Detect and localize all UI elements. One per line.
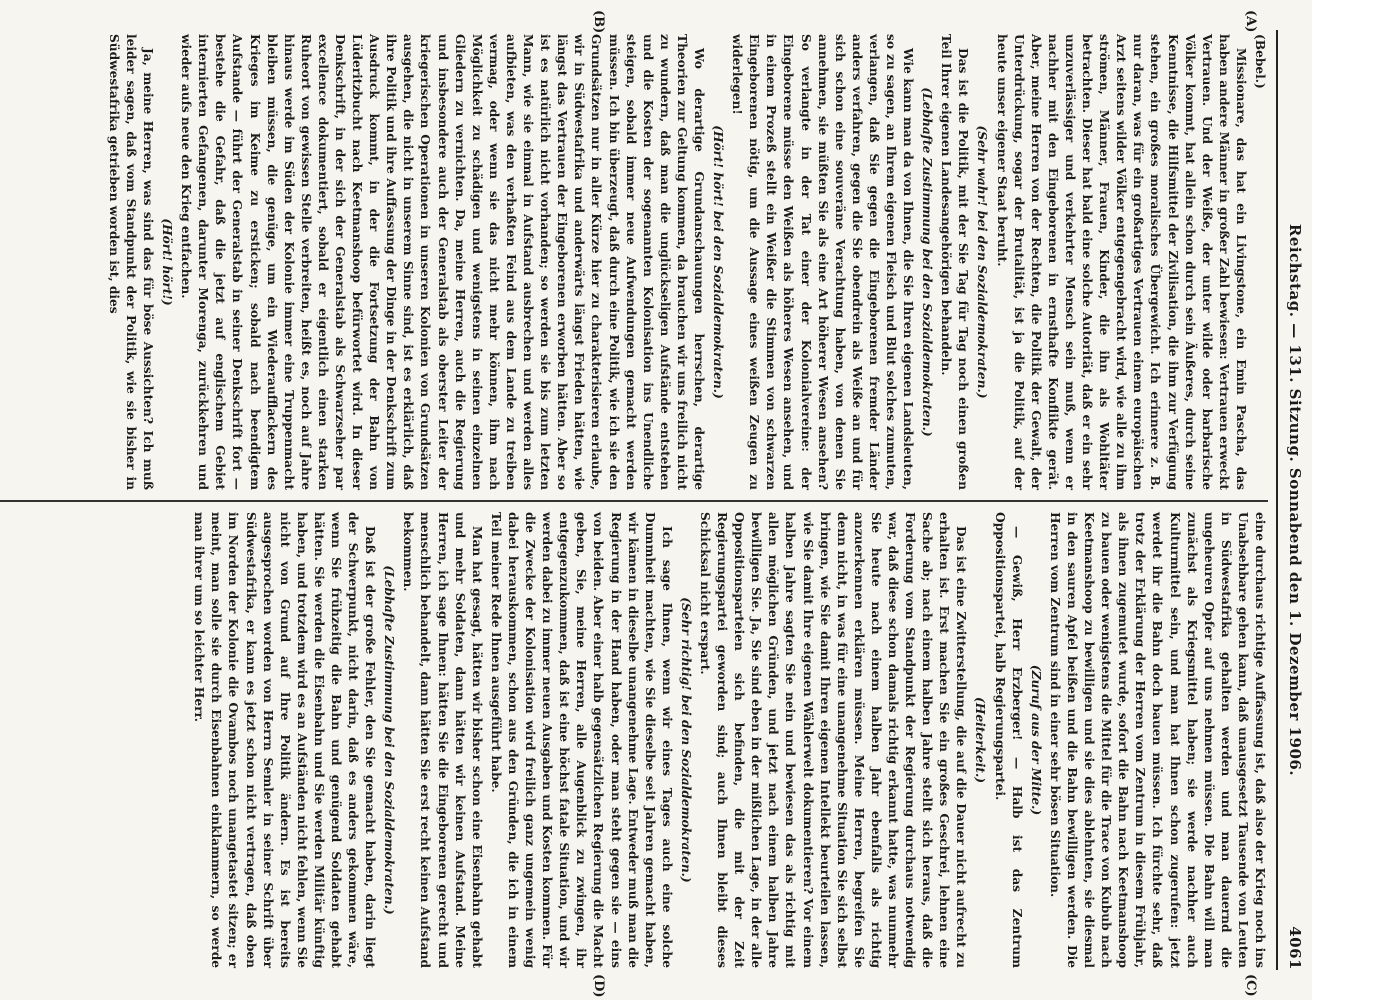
column-divider [0, 500, 1268, 502]
interjection: (Lebhafte Zustimmung bei den Sozialdemokraten.) [920, 87, 935, 437]
interjection: (Hört! hört!) [160, 218, 175, 306]
right-column [0, 512, 1268, 968]
page-header [1282, 30, 1304, 970]
margin-letter-a: (A) [1243, 10, 1258, 33]
page-title: Reichstag. — 131. Sitzung. Sonnabend den 1. Dezember 1906. [1286, 223, 1304, 777]
page-number: 4061 [1286, 926, 1304, 970]
paragraph: Man hat gesagt, hätten wir bisher schon eine Eisenbahn gehabt und mehr Soldaten, dann hätten wir keinen Aufstand. Meine Herren, ich sage Ihnen: hätten Sie die Eingeborenen gerecht und menschlich behandelt, dann hätten Sie erst recht keinen Aufstand bekommen. [401, 512, 484, 968]
header-rule [1276, 30, 1278, 970]
paragraph: eine durchaus richtige Auffassung ist, daß also der Krieg noch ins Unabsehbare gehen kann, daß unausgesetzt Tausende von Leuten in Südwestafrika gehalten werden und man dauernd die ungeheuren Opfer auf uns nehmen müssen. Die Bahn will man zunächst als Kriegsmittel haben; sie werde nachher auch Kulturmittel sein, und man hat Ihnen schon zugerufen: jetzt werdet ihr die Bahn doch bauen müssen. Ich fürchte sehr, daß trotz der Erklärung der Herren vom Zentrum in diesem Frühjahr, als ihnen zugemutet wurde, sofort die Bahn nach Keetmanshoop zu bauen oder wenigstens die Mittel für die Trace von Kubub nach Keetmanshoop zu bewilligen und sie dies ablehnten, sie diesmal in den sauren Apfel beißen und die Bahn bewilligen werden. Die Herren vom Zentrum sind in einer sehr bösen Situation. [1047, 512, 1267, 968]
interjection: (Zuruf aus der Mitte.) [1028, 664, 1043, 816]
interjection: (Sehr wahr! bei den Sozialdemokraten.) [975, 125, 990, 399]
interjection: (Hört! hört! bei den Sozialdemokraten.) [711, 125, 726, 399]
margin-letter-b: (B) [591, 10, 606, 34]
paragraph: Wie kann man da von Ihnen, die Sie Ihren eigenen Landsleuten, so zu sagen, an Ihrem eigenen Fleisch und Blut solches zumuten, verlangen, daß Sie gegen die Eingeborenen fremder Länder anders verfahren, gegen die Sie obendrein als Weiße an und für sich schon eine souveräne Verachtung haben, von denen Sie annehmen, sie müßten Sie als eine Art höherer Wesen ansehen? So verlangte in der Tat einer der Kolonialvereine: der Eingeborene müsse den Weißen als höheres Wesen ansehen, und in einem Prozeß stellt ein Weißer die Stimmen von schwarzen Eingeborenen nötig, um die Aussage eines weißen Zeugen zu widerlegen! [730, 34, 916, 490]
paragraph: Daß ist der große Fehler, den Sie gemacht haben, darin liegt der Schwerpunkt, nicht darin, daß es anders gekommen wäre, wenn Sie frühzeitig die Bahn und genügend Soldaten gehabt hätten. Sie werden die Eisenbahn und Sie werden Militär künftig haben, und trotzdem wird es an Aufständen nicht fehlen, wenn Sie nicht von Grund auf Ihre Politik ändern. Es ist bereits ausgesprochen worden von Herrn Semler in seiner Schrift über Südwestafrika, er kann es jetzt schon nicht vertragen, daß oben im Norden der Kolonie die Ovambos noch unangetastet sitzen; er meint, man solle sie durch Eisenbahnen einklammern, so werde man ihrer um so leichter Herr. [192, 512, 378, 968]
paragraph: Das ist eine Zwitterstellung, die auf die Dauer nicht aufrecht zu erhalten ist. Erst machen Sie ein großes Geschrei, lehnen eine Sache ab; nach einem halben Jahre stellt sich heraus, daß die Forderung vom Standpunkt der Regierung durchaus notwendig war, daß diese schon damals richtig erkannt hatte, was nunmehr Sie heute nach einem halben Jahr ebenfalls als richtig anzuerkennen erklären müssen. Meine Herren, begreifen Sie denn nicht, in was für eine unangenehme Situation Sie sich selbst bringen, wie Sie damit Ihren eigenen Intellekt beurteilen lassen, wie Sie damit Ihre eigenen Wählerwelt dokumentieren? Vor einem halben Jahre sagten Sie nein und bewiesen das als richtig mit allen möglichen Gründen, und jetzt nach einem halben Jahre bewilligen Sie. Ja, Sie sind eben in der mißlichen Lage, in der alle Oppositionsparteien sich befinden, die mit der Zeit Regierungspartei geworden sind; auch Ihnen bleibt dieses Schicksal nicht erspart. [698, 512, 969, 968]
speaker-name: (Bebel.) [1253, 34, 1267, 89]
paragraph: Ich sage Ihnen, wenn wir eines Tages auch eine solche Dummheit machten, wie Sie dieselbe seit Jahren gemacht haben, wir kämen in dieselbe unangenehme Lage. Entweder muß man die Regierung in der Hand haben, oder man steht gegen sie — eins von beiden. Aber einer halb gegensätzlichen Regierung die Macht geben, Sie, meine Herren, alle Augenblick zu zwingen, ihr entgegenzukommen, daß ist eine höchst fatale Situation, und wir werden dabei zu immer neuen Ausgaben und Kosten kommen. Für die Zwecke der Kolonisation wird freilich ganz ungemein wenig dabei herauskommen, schon aus den Gründen, die ich in einem Teil meiner Rede Ihnen ausgeführt habe. [488, 512, 674, 968]
margin-letter-d: (D) [591, 974, 606, 998]
paragraph: Wo derartige Grundanschauungen herrschen, derartige Theorien zur Geltung kommen, da brauchen wir uns freilich nicht zu wundern, daß man die unglückseligen Aufstände entstehen und die Kosten der sogenannten Kolonisation ins Unendliche steigen, sobald immer neue Aufwendungen gemacht werden müssen. Ich bin überzeugt, daß durch eine Politik, wie ich sie den Grundsätzen nur in aller Kürze hier zu charakterisieren erlaube, wir in Südwestafrika und anderwärts längst Frieden hätten, wie längst das Vertrauen der Eingeborenen erworben hätten. Aber so ist es natürlich nicht vorhanden; so werden sie bis zum letzten Mann, wie sie einmal in Aufstand ausbrechen und werden alles aufbieten, was den verhaßten Feind aus dem Lande zu treiben vermag, oder wenn sie das nicht mehr können, ihm nach Möglichkeit zu schädigen und wenigstens in seinen einzelnen Gliedern zu vernichten. Da, meine Herren, auch die Regierung und insbesondere auch der Generalstab als oberster Leiter der kriegerischen Operationen in unseren Kolonien von Grundsätzen ausgehen, die nicht in unserem Sinne sind, ist es erklärlich, daß ihre Politik und ihre Auffassung der Dinge in der Denkschrift zum Ausdruck kommt, in der die Fortsetzung der Bahn von Lüderitzbucht nach Keetmanshoop befürwortet wird. In dieser Denkschrift, in der sich der Generalstab als Schwarzseher par excellence dokumentiert, sobald er eigentlich einen starken Ruheort von gewissen Stelle verbreiten, heißt es, noch auf Jahre hinaus werde im Süden der Kolonie immer eine Truppenmacht bleiben müssen, die genüge, um ein Wiederaufflackern des Krieges im Keime zu ersticken; sobald nach beendigtem Aufstande — führt der Generalstab in seiner Denkschrift fort — bestehe die Gefahr, daß die jetzt auf englischem Gebiet internierten Gefangenen, darunter Morenga, zurückkehren und wieder aufs neue den Krieg entfachen. [179, 34, 706, 490]
interjection: (Heiterkeit.) [973, 697, 988, 783]
paragraph: — Gewiß, Herr Erzberger! — Halb ist das Zentrum Oppositionspartei, halb Regierungspartei. [992, 512, 1024, 968]
paragraph: Das ist die Politik, mit der Sie Tag für Tag noch einen großen Teil Ihrer eigenen Landesangehörigen behandeln. [939, 34, 971, 490]
interjection: (Sehr richtig! bei den Sozialdemokraten.) [678, 597, 693, 883]
paragraph: Ja, meine Herren, was sind das für böse Aussichten? Ich muß leider sagen, daß vom Standpunkt der Politik, wie sie bisher in Südwestafrika getrieben worden ist, dies [106, 34, 155, 490]
left-column [0, 34, 1268, 490]
interjection: (Lebhafte Zustimmung bei den Sozialdemokraten.) [382, 565, 397, 915]
margin-letter-c: (C) [1243, 974, 1258, 997]
paragraph: Missionare, das hat ein Livingstone, ein Emin Pascha, das haben andere Männer in großer Zahl bewiesen: Vertrauen erweckt Vertrauen. Und der Weiße, der unter wilde oder barbarische Völker kommt, hat allein schon durch sein Äußeres, durch seine Kenntnisse, die Hilfsmittel der Zivilisation, die ihm zur Verfügung stehen, ein großes moralisches Übergewicht. Ich erinnere z. B. nur daran, was für ein großartiges Vertrauen einem europäischen Arzt seitens wilder Völker entgegengebracht wird, wie alle zu ihm strömen, Männer, Frauen, Kinder, die ihn als Wohltäter betrachten. Dieser hat bald eine solche Autorität, daß er ein sehr unzuverlässiger und verkehrter Mensch sein muß, wenn er nachher mit den Eingeborenen in ernsthafte Konflikte gerät. Aber, meine Herren von der Rechten, die Politik der Gewalt, der Unterdrückung, sogar der Brutalität, ist ja die Politik, auf der heute unser eigener Staat beruht. [994, 34, 1248, 490]
